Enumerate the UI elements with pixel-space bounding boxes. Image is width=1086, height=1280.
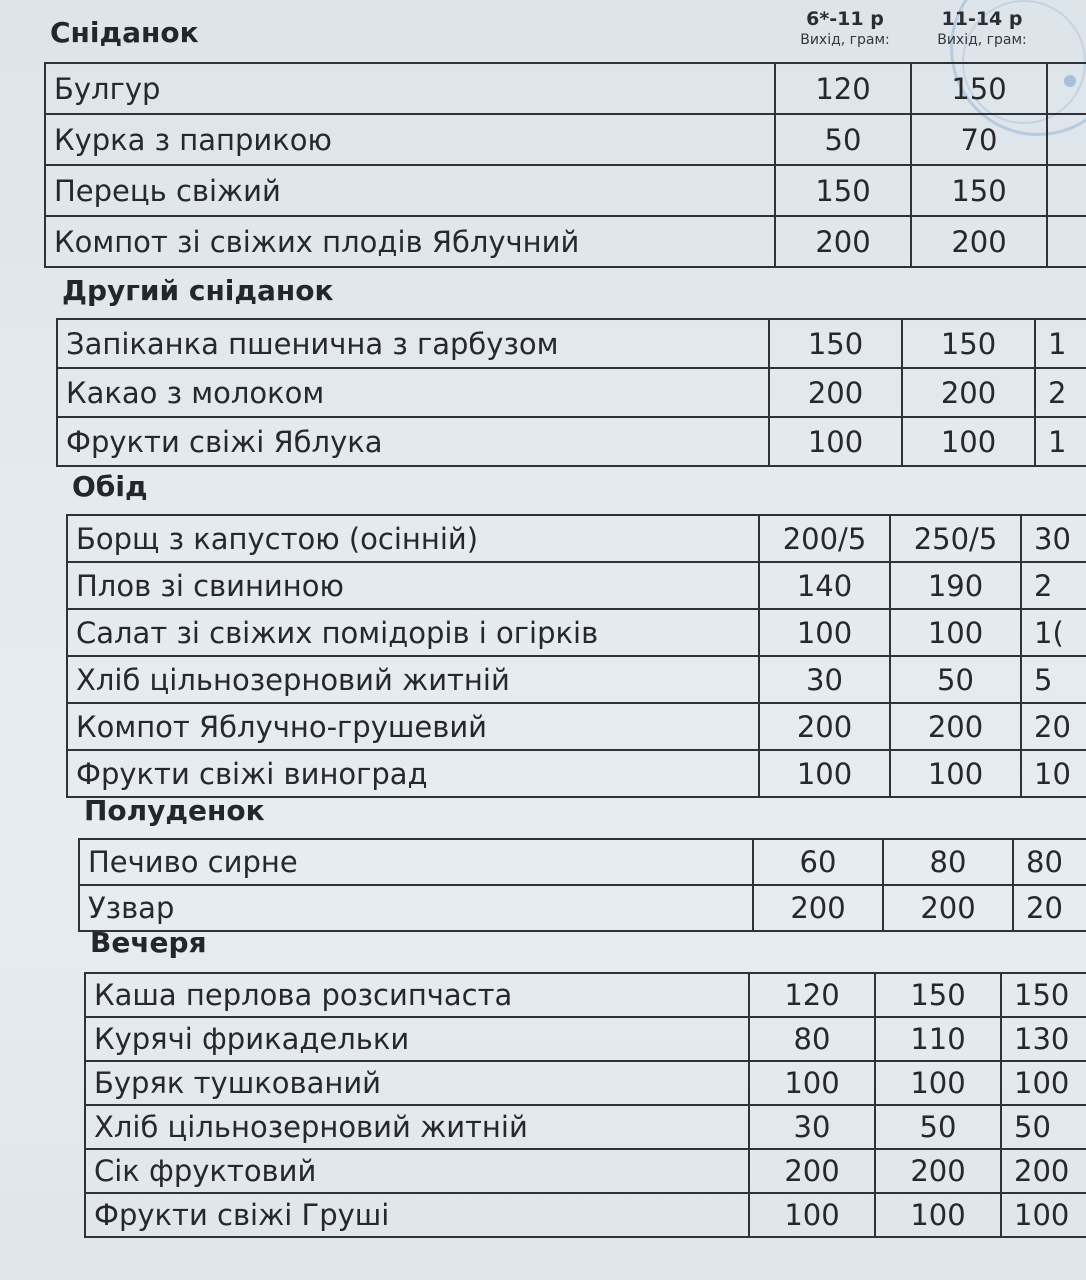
dish-name: Сік фруктовий (85, 1149, 749, 1193)
portion-6-11: 200 (753, 885, 883, 931)
section-title-breakfast: Сніданок (50, 16, 199, 49)
portion-14-18: 50 (1001, 1105, 1086, 1149)
column-header-age-6-11 (775, 8, 915, 48)
portion-6-11: 150 (769, 319, 902, 368)
column-age-label: 6*-11 р (806, 8, 884, 30)
portion-6-11: 30 (749, 1105, 875, 1149)
portion-11-14: 250/5 (890, 515, 1021, 562)
table-row (85, 973, 1086, 1017)
column-unit-label: Вихід, грам: (800, 32, 890, 48)
portion-11-14: 50 (890, 656, 1021, 703)
table-row (45, 165, 1086, 216)
dish-name: Курка з паприкою (45, 114, 775, 165)
portion-14-18: 2 (1021, 562, 1086, 609)
table-row (85, 1017, 1086, 1061)
portion-11-14: 70 (911, 114, 1047, 165)
column-unit-label: Вихід, грам: (937, 32, 1027, 48)
portion-11-14: 150 (911, 165, 1047, 216)
portion-11-14: 100 (890, 750, 1021, 797)
dish-name: Узвар (79, 885, 753, 931)
portion-11-14: 100 (902, 417, 1035, 466)
portion-14-18: 1 (1035, 417, 1086, 466)
portion-14-18: 150 (1001, 973, 1086, 1017)
dish-name: Каша перлова розсипчаста (85, 973, 749, 1017)
portion-11-14: 200 (883, 885, 1013, 931)
portion-14-18: 100 (1001, 1061, 1086, 1105)
snack-table (78, 838, 1086, 932)
table-row (57, 319, 1086, 368)
portion-11-14: 200 (890, 703, 1021, 750)
portion-14-18: 1 (1035, 319, 1086, 368)
table-row (85, 1193, 1086, 1237)
second-breakfast-table (56, 318, 1086, 467)
portion-14-18: 10 (1021, 750, 1086, 797)
table-row (67, 515, 1086, 562)
table-row (45, 216, 1086, 267)
portion-6-11: 200 (775, 216, 911, 267)
portion-14-18: 200 (1001, 1149, 1086, 1193)
portion-14-18 (1047, 165, 1086, 216)
dish-name: Компот Яблучно-грушевий (67, 703, 759, 750)
dish-name: Перець свіжий (45, 165, 775, 216)
portion-14-18: 1( (1021, 609, 1086, 656)
portion-6-11: 100 (759, 750, 890, 797)
portion-11-14: 50 (875, 1105, 1001, 1149)
portion-6-11: 140 (759, 562, 890, 609)
portion-14-18: 20 (1013, 885, 1086, 931)
table-row (67, 609, 1086, 656)
portion-6-11: 100 (749, 1061, 875, 1105)
table-row (67, 750, 1086, 797)
dish-name: Компот зі свіжих плодів Яблучний (45, 216, 775, 267)
section-title-second-breakfast: Другий сніданок (62, 274, 334, 307)
portion-6-11: 200 (759, 703, 890, 750)
dish-name: Фрукти свіжі виноград (67, 750, 759, 797)
dish-name: Печиво сирне (79, 839, 753, 885)
table-row (45, 114, 1086, 165)
portion-14-18 (1047, 63, 1086, 114)
portion-11-14: 150 (875, 973, 1001, 1017)
dish-name: Буряк тушкований (85, 1061, 749, 1105)
portion-6-11: 80 (749, 1017, 875, 1061)
portion-14-18: 5 (1021, 656, 1086, 703)
portion-14-18: 2 (1035, 368, 1086, 417)
dish-name: Запіканка пшенична з гарбузом (57, 319, 769, 368)
portion-14-18: 130 (1001, 1017, 1086, 1061)
portion-6-11: 60 (753, 839, 883, 885)
portion-14-18 (1047, 114, 1086, 165)
lunch-table (66, 514, 1086, 798)
dish-name: Фрукти свіжі Груші (85, 1193, 749, 1237)
column-header-age-11-14 (912, 8, 1052, 48)
portion-14-18 (1047, 216, 1086, 267)
portion-6-11: 30 (759, 656, 890, 703)
dish-name: Курячі фрикадельки (85, 1017, 749, 1061)
dish-name: Фрукти свіжі Яблука (57, 417, 769, 466)
section-title-dinner: Вечеря (90, 926, 207, 959)
table-row (85, 1105, 1086, 1149)
table-row (79, 839, 1086, 885)
portion-14-18: 20 (1021, 703, 1086, 750)
portion-6-11: 100 (769, 417, 902, 466)
portion-11-14: 80 (883, 839, 1013, 885)
portion-6-11: 200/5 (759, 515, 890, 562)
portion-11-14: 200 (875, 1149, 1001, 1193)
portion-11-14: 100 (875, 1193, 1001, 1237)
portion-6-11: 50 (775, 114, 911, 165)
dish-name: Хліб цільнозерновий житній (67, 656, 759, 703)
dinner-table (84, 972, 1086, 1238)
dish-name: Борщ з капустою (осінній) (67, 515, 759, 562)
portion-6-11: 200 (749, 1149, 875, 1193)
dish-name: Хліб цільнозерновий житній (85, 1105, 749, 1149)
table-row (57, 368, 1086, 417)
portion-11-14: 150 (902, 319, 1035, 368)
portion-14-18: 80 (1013, 839, 1086, 885)
table-row (79, 885, 1086, 931)
portion-6-11: 150 (775, 165, 911, 216)
column-age-label: 11-14 р (941, 8, 1023, 30)
dish-name: Плов зі свининою (67, 562, 759, 609)
table-row (67, 703, 1086, 750)
portion-11-14: 200 (902, 368, 1035, 417)
portion-14-18: 100 (1001, 1193, 1086, 1237)
portion-11-14: 190 (890, 562, 1021, 609)
table-row (45, 63, 1086, 114)
dish-name: Булгур (45, 63, 775, 114)
portion-6-11: 120 (775, 63, 911, 114)
portion-14-18: 30 (1021, 515, 1086, 562)
section-title-lunch: Обід (72, 470, 148, 503)
portion-6-11: 120 (749, 973, 875, 1017)
portion-11-14: 100 (890, 609, 1021, 656)
portion-11-14: 100 (875, 1061, 1001, 1105)
breakfast-table (44, 62, 1086, 268)
table-row (67, 562, 1086, 609)
portion-6-11: 100 (749, 1193, 875, 1237)
portion-6-11: 200 (769, 368, 902, 417)
dish-name: Какао з молоком (57, 368, 769, 417)
section-title-snack: Полуденок (84, 794, 265, 827)
portion-6-11: 100 (759, 609, 890, 656)
table-row (57, 417, 1086, 466)
portion-11-14: 110 (875, 1017, 1001, 1061)
portion-11-14: 150 (911, 63, 1047, 114)
portion-11-14: 200 (911, 216, 1047, 267)
dish-name: Салат зі свіжих помідорів і огірків (67, 609, 759, 656)
table-row (67, 656, 1086, 703)
table-row (85, 1061, 1086, 1105)
table-row (85, 1149, 1086, 1193)
